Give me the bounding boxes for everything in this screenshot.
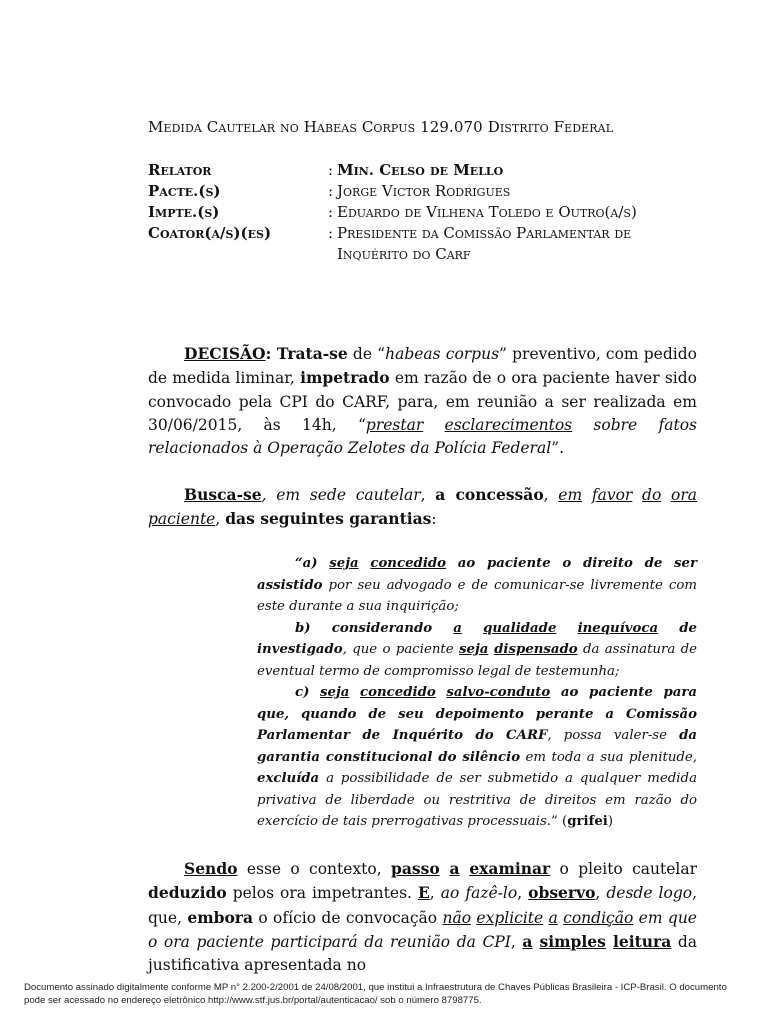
text-span: em razão de o ora paciente haver sido convocado pela CPI do CARF, para, em reunião a ser realizada em 30/06/2015, às 14h, “ — [148, 369, 698, 434]
text-span — [462, 621, 483, 636]
party-colon: : — [328, 161, 334, 179]
text-span: seja — [459, 642, 489, 657]
text-span: E — [417, 883, 430, 903]
text-span: c) — [295, 685, 321, 700]
text-span: qualidade — [483, 620, 557, 636]
text-span: em que o ora paciente participará da reunião da CPI — [148, 908, 697, 951]
text-span: favor — [591, 486, 633, 504]
text-span: de investigado — [257, 620, 697, 657]
text-span: a concessão — [435, 485, 544, 504]
text-span: o ofício de convocação — [253, 908, 443, 927]
digital-signature-footer: Documento assinado digitalmente conforme MP n° 2.200-2/2001 de 24/08/2001, que institui a Infraestrutura de Chaves Públicas Brasileira - ICP-Brasil. O documento pode ser acessado no endereço eletrônico http://www.stf.jus.br/portal/autenticacao/ sob o número 8798775. — [24, 982, 727, 1006]
text-span: concedido — [360, 685, 436, 700]
text-span: concedido — [370, 556, 447, 571]
text-span: esse o contexto, — [237, 860, 391, 878]
text-span: Busca-se — [184, 485, 262, 504]
parties-block — [148, 160, 698, 265]
party-row-coator-continuation — [148, 244, 698, 265]
text-span: , possa valer-se — [547, 728, 680, 743]
text-span: da garantia constitucional do silêncio — [257, 728, 697, 765]
text-span: sobre fatos relacionados à Operação Zelotes da Polícia Federal — [148, 415, 697, 458]
text-span — [661, 486, 671, 504]
text-span: em — [558, 486, 583, 504]
text-span: seja — [329, 556, 359, 571]
party-label: Impte.(s) — [148, 203, 220, 221]
party-label: Pacte.(s) — [148, 182, 221, 200]
text-span: , em sede cautelar — [261, 486, 421, 504]
text-span: ora — [671, 486, 697, 504]
text-span: , — [517, 884, 529, 903]
text-span: seja — [320, 685, 350, 700]
text-span: do — [642, 486, 662, 504]
text-span: dispensado — [494, 642, 578, 657]
quote-item-a — [257, 553, 697, 618]
text-span: , que, — [148, 884, 698, 927]
paragraph-busca — [148, 483, 697, 532]
party-value-continuation: Inquérito do Carf — [337, 245, 471, 263]
block-quote — [257, 553, 697, 833]
party-row-pacte — [148, 181, 698, 202]
text-span: a — [548, 908, 558, 927]
text-span: “a) — [295, 556, 330, 571]
text-span — [556, 621, 577, 636]
party-value: Eduardo de Vilhena Toledo e Outro(a/s) — [337, 203, 637, 221]
text-span: habeas corpus — [385, 345, 500, 363]
text-span: : — [431, 510, 437, 529]
quote-item-c — [257, 682, 697, 833]
text-span: explicite — [476, 908, 544, 927]
paragraph-sendo — [148, 857, 697, 977]
text-span: passo — [390, 859, 440, 878]
text-span: , — [429, 884, 441, 903]
text-span: a — [453, 620, 462, 636]
text-span: : — [265, 344, 277, 363]
text-span: a — [522, 931, 533, 951]
text-span: o pleito cautelar — [550, 860, 697, 878]
text-span: a — [449, 859, 460, 878]
text-span — [632, 486, 642, 504]
decision-heading: DECISÃO — [184, 344, 266, 363]
text-span: ao fazê-lo — [440, 884, 518, 903]
party-colon: : — [328, 224, 334, 242]
text-span: examinar — [469, 859, 551, 878]
text-span — [606, 932, 613, 951]
text-span — [359, 556, 371, 571]
paragraph-decision — [148, 342, 697, 460]
text-span: prestar — [365, 415, 424, 434]
text-span: , — [215, 510, 226, 529]
text-span: ”. — [551, 439, 565, 458]
party-colon: : — [328, 203, 334, 221]
text-span: grifei — [567, 814, 608, 829]
page-title: Medida Cautelar no Habeas Corpus 129.070 Distrito Federal — [148, 118, 614, 136]
text-span: salvo-conduto — [446, 685, 551, 700]
text-span: , — [510, 932, 523, 951]
party-value: Jorge Victor Rodrigues — [337, 182, 511, 200]
party-row-coator — [148, 223, 698, 244]
text-span: da justificativa apresentada no — [148, 932, 698, 975]
text-span: simples — [539, 931, 606, 951]
text-span: em toda a sua plenitude, — [520, 749, 697, 765]
text-span — [460, 859, 470, 878]
text-span: Trata-se — [276, 344, 348, 363]
text-span: da assinatura de eventual termo de compromisso legal de testemunha; — [257, 642, 698, 679]
text-span: condição — [563, 908, 634, 927]
party-row-impte — [148, 202, 698, 223]
text-span — [423, 416, 444, 434]
text-span: por seu advogado e de comunicar-se livremente com este durante a sua inquirição; — [257, 577, 697, 614]
text-span: observo — [528, 883, 596, 903]
text-span: desde logo — [606, 884, 693, 903]
text-span: Sendo — [184, 859, 238, 878]
text-span — [440, 859, 450, 878]
text-span: ” preventivo, com pedido de medida liminar, — [148, 345, 697, 388]
party-value: Presidente da Comissão Parlamentar de — [337, 224, 632, 242]
text-span: embora — [187, 907, 254, 927]
party-value: Min. Celso de Mello — [337, 161, 504, 179]
text-span: ao paciente o direito de ser assistido — [257, 556, 697, 593]
text-span: , que o paciente — [342, 642, 459, 657]
text-span: de “ — [347, 345, 386, 363]
text-span: leitura — [612, 931, 672, 951]
text-span: excluída — [257, 771, 320, 786]
party-colon: : — [328, 182, 334, 200]
text-span: impetrado — [300, 368, 390, 388]
text-span — [582, 486, 592, 504]
text-span: .” ( — [546, 814, 568, 829]
text-span: b) considerando — [295, 620, 454, 636]
party-label: Relator — [148, 161, 212, 179]
text-span: , — [543, 486, 559, 504]
text-span: esclarecimentos — [444, 415, 573, 434]
text-span — [532, 932, 539, 951]
text-span: não — [442, 908, 472, 927]
text-span — [436, 685, 447, 700]
text-span: pelos ora impetrantes. — [226, 884, 418, 903]
text-span: ) — [607, 814, 614, 829]
text-span: a possibilidade de ser submetido a qualquer medida privativa de liberdade ou restritiva de direitos em razão do exercício de tais prerrogativas processuais — [257, 771, 697, 829]
text-span: paciente — [148, 510, 216, 529]
text-span: , — [595, 884, 607, 903]
text-span: das seguintes garantias — [225, 509, 432, 529]
text-span: , — [420, 486, 436, 504]
text-span: inequívoca — [577, 620, 659, 636]
party-label: Coator(a/s)(es) — [148, 224, 272, 242]
text-span: deduzido — [148, 883, 227, 903]
quote-item-b — [257, 618, 697, 683]
text-span: ao paciente para que, quando de seu depoimento perante a Comissão Parlamentar de Inquérito do CARF — [257, 685, 697, 743]
party-row-relator — [148, 160, 698, 181]
text-span — [349, 685, 360, 700]
